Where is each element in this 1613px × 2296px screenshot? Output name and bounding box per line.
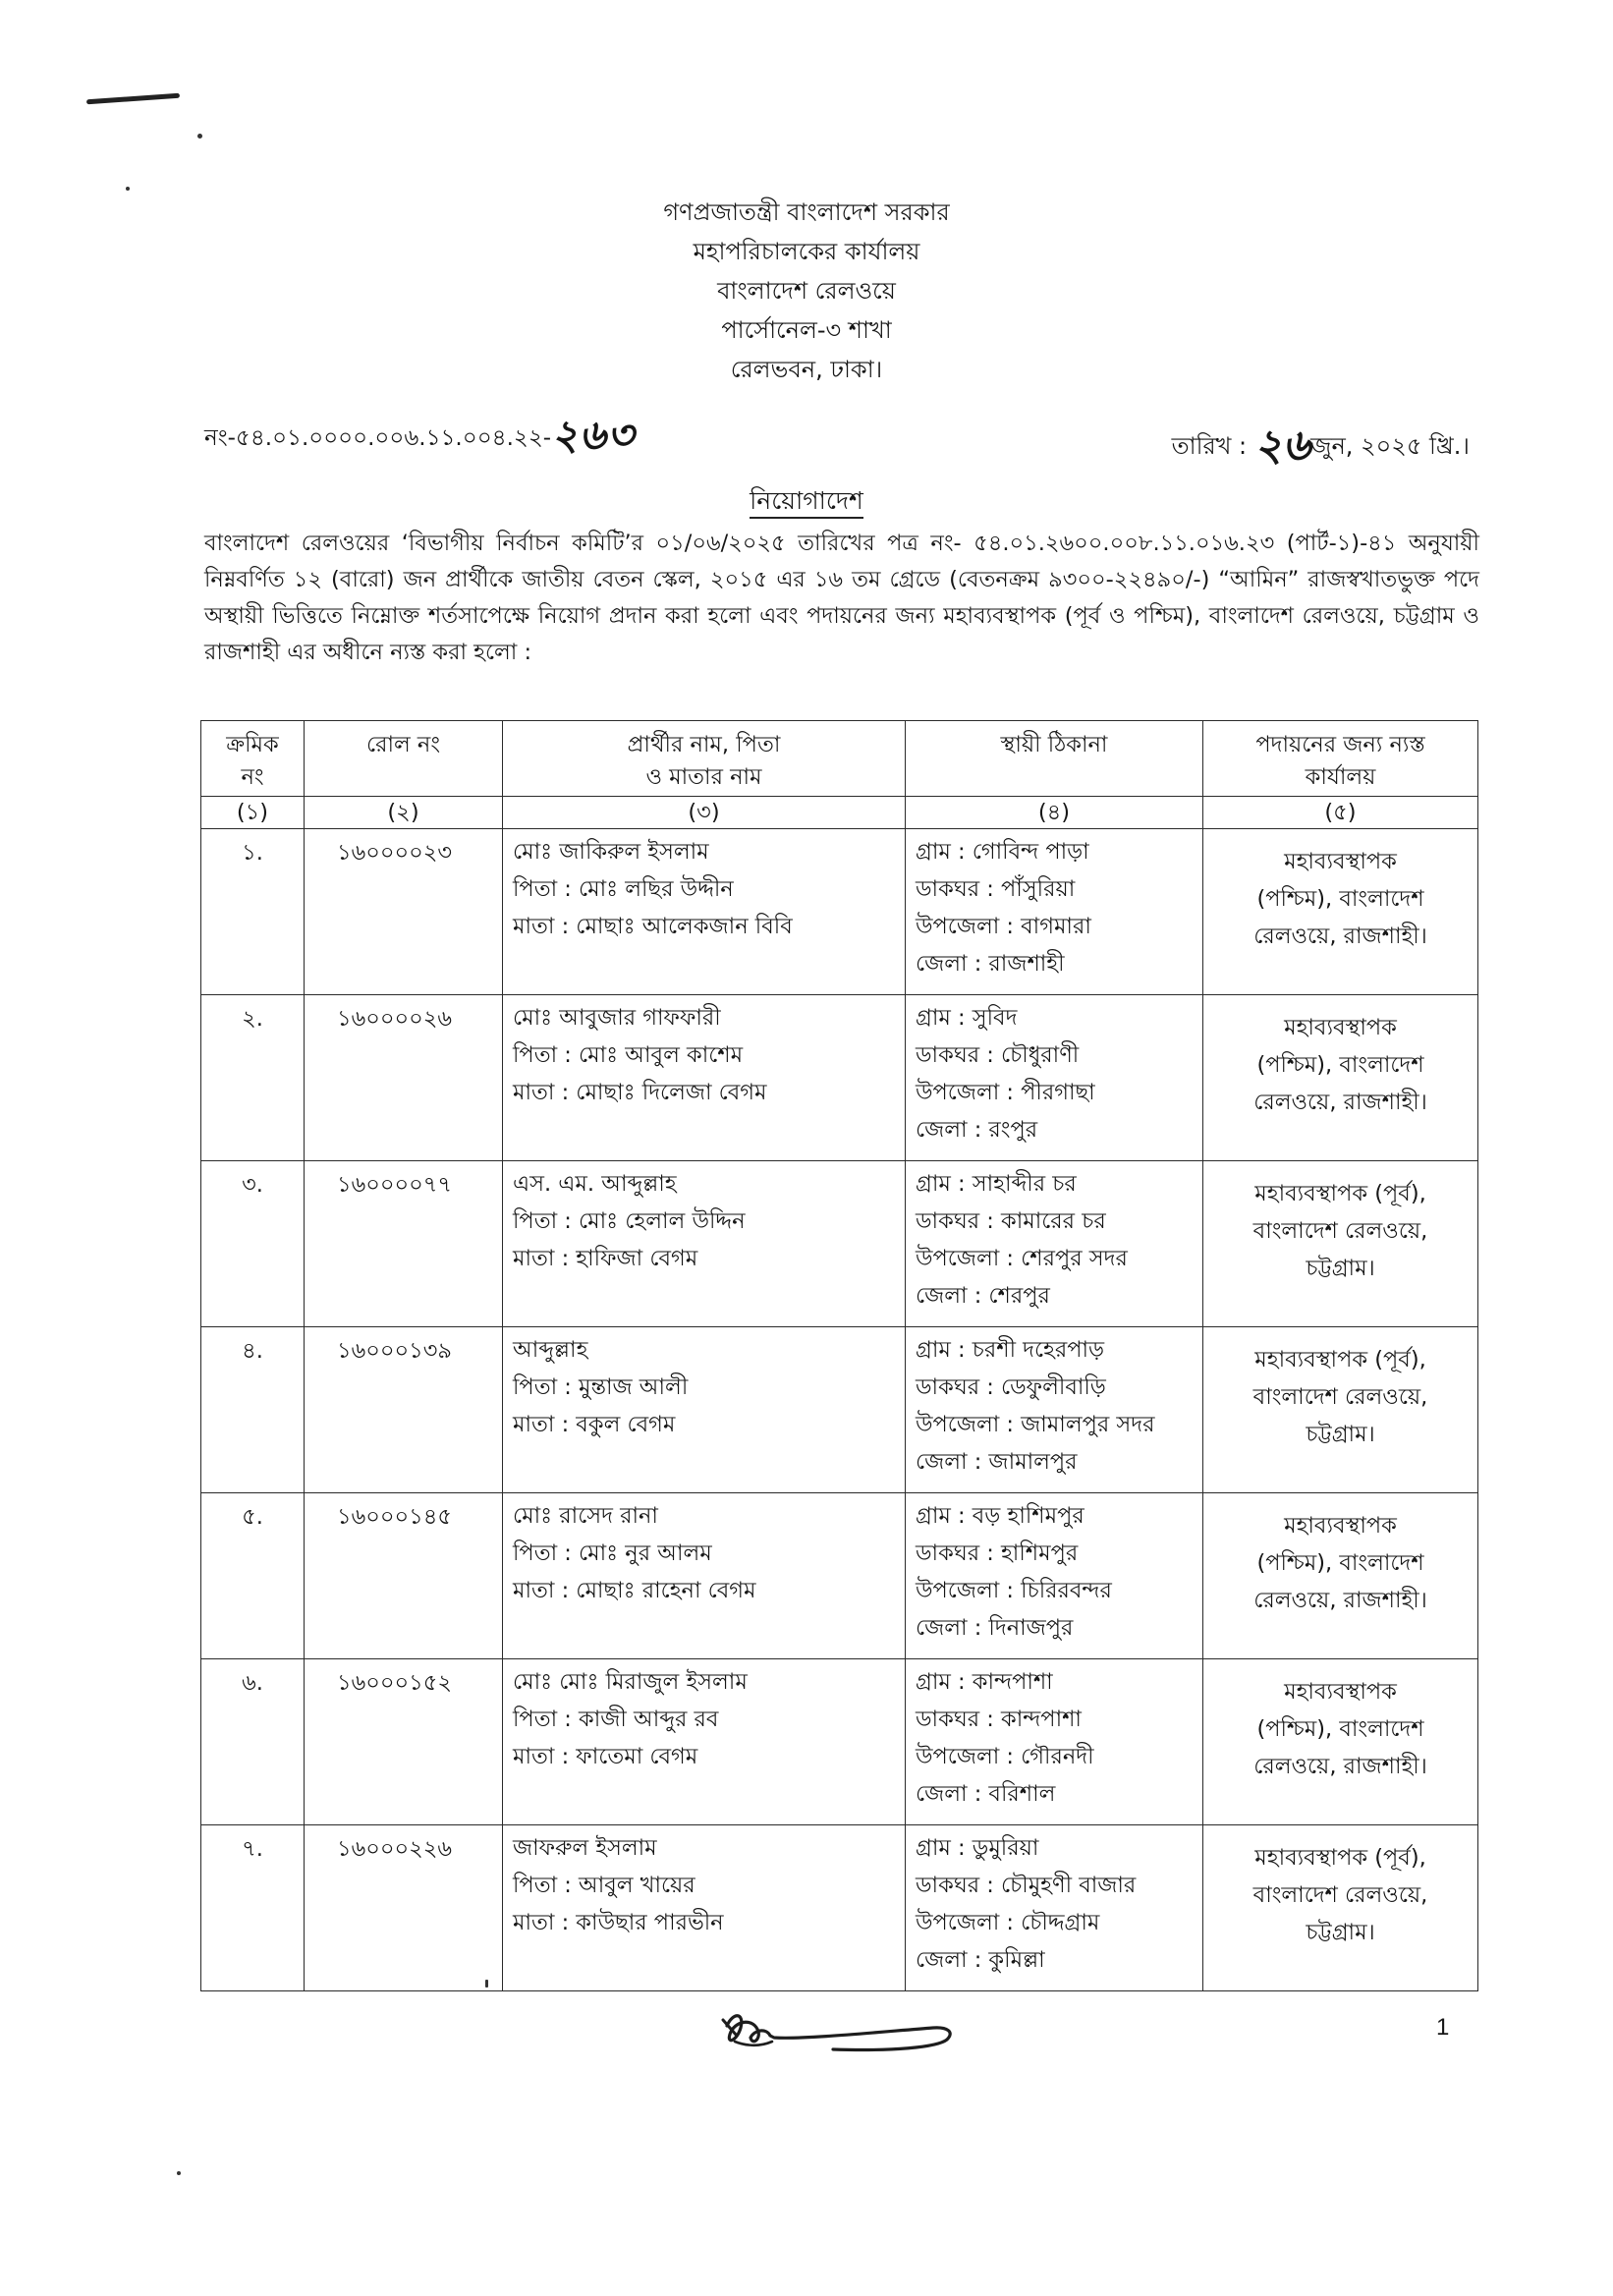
header-office-line: পদায়নের জন্য ন্যস্ত (1255, 732, 1425, 757)
header-roll-line: রোল নং (365, 732, 441, 757)
assigned-office-cell (1203, 1327, 1478, 1493)
header-name (503, 721, 906, 797)
candidate-name-cell (503, 995, 906, 1161)
table-row (201, 1825, 1478, 1991)
candidate-info-line: মাতা : মোছাঃ রাহেনা বেগম (513, 1578, 756, 1603)
permanent-address-cell (906, 1493, 1203, 1659)
address-line: ডাকঘর : কান্দপাশা (916, 1707, 1082, 1732)
permanent-address-cell (906, 1825, 1203, 1991)
scan-dot (126, 187, 130, 191)
serial-cell: ৬. (201, 1659, 305, 1825)
address-line: জেলা : দিনাজপুর (916, 1615, 1074, 1641)
page-number: 1 (1436, 2014, 1450, 2041)
address-line: ডাকঘর : পাঁসুরিয়া (916, 876, 1076, 902)
candidate-name-cell (503, 1493, 906, 1659)
roll-number-cell: ১৬০০০১৩৯ (305, 1327, 503, 1493)
office-line: চট্টগ্রাম। (1306, 1256, 1375, 1281)
memo-reference-handwritten: ২৬৩ (551, 411, 636, 459)
office-header (0, 193, 1613, 389)
candidate-info-line: মাতা : মোছাঃ আলেকজান বিবি (513, 914, 793, 939)
office-line: মহাব্যবস্থাপক (1284, 1513, 1397, 1539)
office-line: মহাব্যবস্থাপক (পূর্ব), (1254, 1845, 1426, 1871)
office-line: (পশ্চিম), বাংলাদেশ (1256, 1052, 1424, 1078)
address-line: উপজেলা : পীরগাছা (916, 1080, 1095, 1105)
table-row (201, 829, 1478, 995)
memo-reference-prefix: নং-৫৪.০১.০০০০.০০৬.১১.০০৪.২২- (204, 425, 552, 451)
assigned-office-cell (1203, 995, 1478, 1161)
column-number: (২) (305, 797, 503, 829)
permanent-address-cell (906, 1161, 1203, 1327)
office-line: বাংলাদেশ রেলওয়ে, (1252, 1882, 1428, 1908)
memo-date (1172, 413, 1470, 484)
serial-cell: ৭. (201, 1825, 305, 1991)
header-serial (201, 721, 305, 797)
serial-cell: ৫. (201, 1493, 305, 1659)
table-body (201, 829, 1478, 1991)
candidate-info-line: পিতা : মোঃ লছির উদ্দীন (513, 876, 734, 902)
candidate-name-cell (503, 1659, 906, 1825)
header-name-line: প্রার্থীর নাম, পিতা (627, 732, 781, 757)
header-line: বাংলাদেশ রেলওয়ে (717, 277, 896, 305)
roll-number-cell: ১৬০০০০২৬ (305, 995, 503, 1161)
address-line: জেলা : রাজশাহী (916, 951, 1065, 977)
candidate-info-line: পিতা : মোঃ আবুল কাশেম (513, 1042, 744, 1068)
date-day-handwritten: ২৬ (1253, 420, 1310, 471)
roll-number-cell: ১৬০০০০৭৭ (305, 1161, 503, 1327)
table-row (201, 1659, 1478, 1825)
assigned-office-cell (1203, 1825, 1478, 1991)
header-line: গণপ্রজাতন্ত্রী বাংলাদেশ সরকার (663, 198, 950, 226)
header-serial-line: নং (241, 764, 264, 790)
column-number: (৫) (1203, 797, 1478, 829)
address-line: গ্রাম : বড় হাশিমপুর (916, 1503, 1085, 1529)
office-line: রেলওয়ে, রাজশাহী। (1253, 1588, 1427, 1613)
address-line: গ্রাম : ডুমুরিয়া (916, 1835, 1039, 1861)
scan-dot (177, 2171, 181, 2175)
serial-cell: ২. (201, 995, 305, 1161)
memo-reference (204, 403, 635, 473)
address-line: জেলা : জামালপুর (916, 1449, 1078, 1475)
candidate-name-cell (503, 1825, 906, 1991)
office-line: চট্টগ্রাম। (1306, 1422, 1375, 1447)
appointment-table (200, 720, 1478, 1991)
candidate-info-line: পিতা : মোঃ হেলাল উদ্দিন (513, 1208, 746, 1234)
address-line: জেলা : শেরপুর (916, 1283, 1050, 1309)
candidate-info-line: পিতা : মুন্তাজ আলী (513, 1374, 689, 1400)
assigned-office-cell (1203, 1161, 1478, 1327)
scan-dot (197, 134, 202, 139)
header-office-line: কার্যালয় (1305, 764, 1376, 790)
candidate-info-line: জাফরুল ইসলাম (513, 1835, 657, 1861)
roll-number-cell: ১৬০০০২২৬ (305, 1825, 503, 1991)
column-number: (৪) (906, 797, 1203, 829)
permanent-address-cell (906, 995, 1203, 1161)
header-name-line: ও মাতার নাম (645, 764, 762, 790)
address-line: ডাকঘর : চৌধুরাণী (916, 1042, 1080, 1068)
table-header-row (201, 721, 1478, 797)
office-line: মহাব্যবস্থাপক (1284, 849, 1397, 874)
permanent-address-cell (906, 1659, 1203, 1825)
address-line: ডাকঘর : ডেফুলীবাড়ি (916, 1374, 1106, 1400)
address-line: উপজেলা : বাগমারা (916, 914, 1091, 939)
candidate-info-line: পিতা : কাজী আব্দুর রব (513, 1707, 719, 1732)
candidate-info-line: মাতা : মোছাঃ দিলেজা বেগম (513, 1080, 767, 1105)
address-line: গ্রাম : চরশী দহেরপাড় (916, 1337, 1105, 1363)
address-line: উপজেলা : গৌরনদী (916, 1744, 1094, 1769)
table-row (201, 1161, 1478, 1327)
roll-number-cell: ১৬০০০১৫২ (305, 1659, 503, 1825)
address-line: ডাকঘর : হাশিমপুর (916, 1540, 1079, 1566)
serial-cell: ১. (201, 829, 305, 995)
address-line: উপজেলা : শেরপুর সদর (916, 1246, 1128, 1271)
column-number-row (201, 797, 1478, 829)
table-row (201, 1493, 1478, 1659)
address-line: ডাকঘর : চৌমুহণী বাজার (916, 1873, 1137, 1898)
address-line: গ্রাম : কান্দপাশা (916, 1669, 1053, 1695)
serial-cell: ৩. (201, 1161, 305, 1327)
intro-paragraph: বাংলাদেশ রেলওয়ের ‘বিভাগীয় নির্বাচন কমিটি’র ০১/০৬/২০২৫ তারিখের পত্র নং- ৫৪.০১.২৬০০.০০৮.১১.০১৬.২৩ (পার্ট-১)-৪১ অনুযায়ী নিম্নবর্ণিত ১২ (বারো) জন প্রার্থীকে জাতীয় বেতন স্কেল, ২০১৫ এর ১৬ তম গ্রেডে (বেতনক্রম ৯৩০০-২২৪৯০/-) “আমিন” রাজস্বখাতভুক্ত পদে অস্থায়ী ভিত্তিতে নিম্নোক্ত শর্তসাপেক্ষে নিয়োগ প্রদান করা হলো এবং পদায়নের জন্য মহাব্যবস্থাপক (পূর্ব ও পশ্চিম), বাংলাদেশ রেলওয়ে, চট্টগ্রাম ও রাজশাহী এর অধীনে ন্যস্ত করা হলো : (204, 531, 1479, 665)
address-line: গ্রাম : গোবিন্দ পাড়া (916, 839, 1089, 865)
header-address-line: স্থায়ী ঠিকানা (1000, 732, 1108, 757)
address-line: গ্রাম : সাহাব্দীর চর (916, 1171, 1077, 1197)
office-line: রেলওয়ে, রাজশাহী। (1253, 1754, 1427, 1779)
permanent-address-cell (906, 829, 1203, 995)
scan-mark (86, 93, 180, 105)
address-line: উপজেলা : চৌদ্দগ্রাম (916, 1910, 1100, 1935)
order-title-text: নিয়োগাদেশ (750, 486, 863, 519)
office-line: রেলওয়ে, রাজশাহী। (1253, 924, 1427, 949)
header-line: রেলভবন, ঢাকা। (730, 356, 883, 383)
order-title (0, 481, 1613, 524)
office-line: (পশ্চিম), বাংলাদেশ (1256, 1716, 1424, 1742)
candidate-info-line: আব্দুল্লাহ (513, 1337, 588, 1363)
candidate-info-line: মাতা : ফাতেমা বেগম (513, 1744, 698, 1769)
address-line: গ্রাম : সুবিদ (916, 1005, 1018, 1031)
candidate-info-line: মোঃ রাসেদ রানা (513, 1503, 658, 1529)
office-line: রেলওয়ে, রাজশাহী। (1253, 1090, 1427, 1115)
header-office (1203, 721, 1478, 797)
candidate-info-line: মাতা : হাফিজা বেগম (513, 1246, 698, 1271)
address-line: জেলা : রংপুর (916, 1117, 1038, 1143)
candidate-name-cell (503, 1161, 906, 1327)
office-line: মহাব্যবস্থাপক (1284, 1679, 1397, 1705)
date-label: তারিখ : (1171, 432, 1248, 460)
office-line: (পশ্চিম), বাংলাদেশ (1256, 1550, 1424, 1576)
header-roll (305, 721, 503, 797)
permanent-address-cell (906, 1327, 1203, 1493)
address-line: জেলা : বরিশাল (916, 1781, 1056, 1807)
address-line: জেলা : কুমিল্লা (916, 1947, 1045, 1973)
assigned-office-cell (1203, 829, 1478, 995)
table-row (201, 995, 1478, 1161)
office-line: চট্টগ্রাম। (1306, 1920, 1375, 1945)
address-line: উপজেলা : জামালপুর সদর (916, 1412, 1155, 1437)
address-line: উপজেলা : চিরিরবন্দর (916, 1578, 1112, 1603)
assigned-office-cell (1203, 1493, 1478, 1659)
assigned-office-cell (1203, 1659, 1478, 1825)
address-line: ডাকঘর : কামারের চর (916, 1208, 1106, 1234)
candidate-name-cell (503, 1327, 906, 1493)
candidate-name-cell (503, 829, 906, 995)
candidate-info-line: মোঃ আবুজার গাফফারী (513, 1005, 721, 1031)
serial-cell: ৪. (201, 1327, 305, 1493)
header-address (906, 721, 1203, 797)
office-line: মহাব্যবস্থাপক (পূর্ব), (1254, 1347, 1426, 1372)
column-number: (১) (201, 797, 305, 829)
candidate-info-line: মোঃ জাকিরুল ইসলাম (513, 839, 709, 865)
office-line: বাংলাদেশ রেলওয়ে, (1252, 1218, 1428, 1244)
candidate-info-line: মোঃ মোঃ মিরাজুল ইসলাম (513, 1669, 748, 1695)
candidate-info-line: পিতা : আবুল খায়ের (513, 1873, 695, 1898)
office-line: বাংলাদেশ রেলওয়ে, (1252, 1384, 1428, 1410)
signature-mark (715, 2002, 971, 2071)
office-line: মহাব্যবস্থাপক (1284, 1015, 1397, 1040)
column-number: (৩) (503, 797, 906, 829)
office-line: মহাব্যবস্থাপক (পূর্ব), (1254, 1181, 1426, 1206)
header-serial-line: ক্রমিক (226, 732, 279, 757)
candidate-info-line: পিতা : মোঃ নুর আলম (513, 1540, 712, 1566)
date-rest: জুন, ২০২৫ খ্রি.। (1309, 432, 1470, 460)
roll-number-cell: ১৬০০০০২৩ (305, 829, 503, 995)
table-row (201, 1327, 1478, 1493)
office-line: (পশ্চিম), বাংলাদেশ (1256, 886, 1424, 912)
header-line: মহাপরিচালকের কার্যালয় (693, 238, 920, 265)
candidate-info-line: মাতা : কাউছার পারভীন (513, 1910, 724, 1935)
candidate-info-line: এস. এম. আব্দুল্লাহ (513, 1171, 677, 1197)
header-line: পার্সোনেল-৩ শাখা (721, 316, 892, 344)
candidate-info-line: মাতা : বকুল বেগম (513, 1412, 676, 1437)
roll-number-cell: ১৬০০০১৪৫ (305, 1493, 503, 1659)
